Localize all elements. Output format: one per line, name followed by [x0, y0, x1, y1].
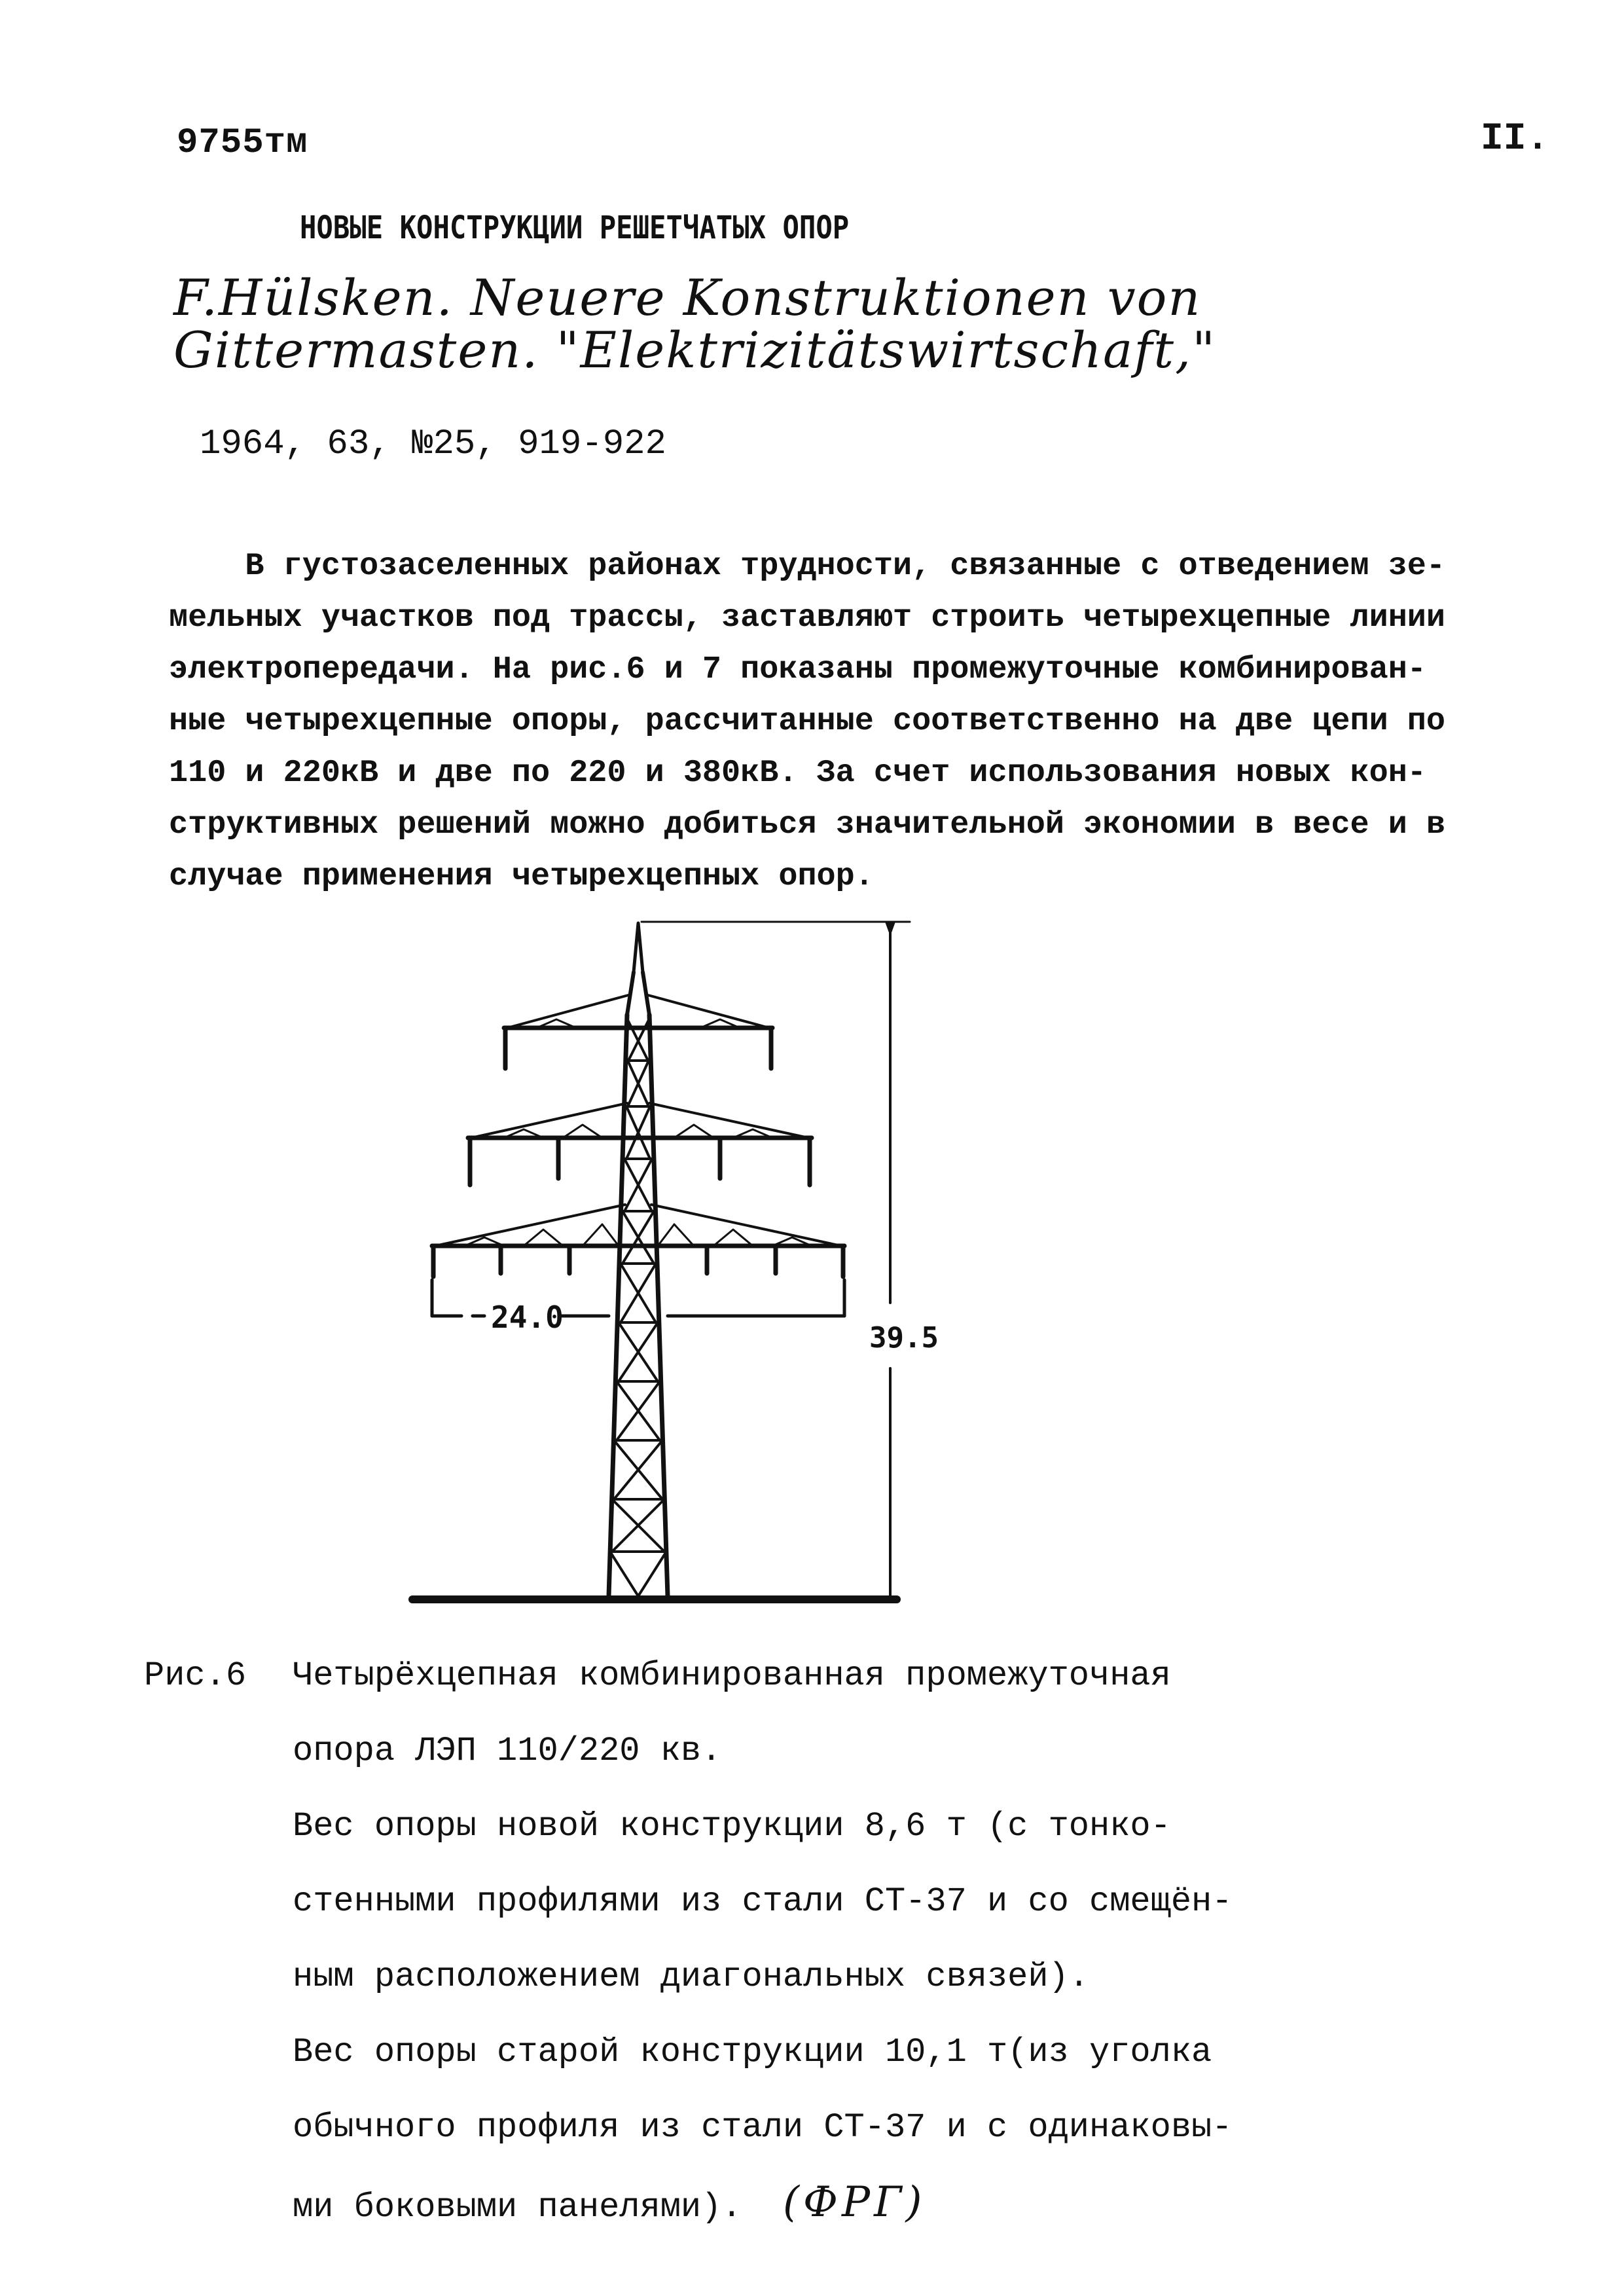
body-paragraph — [169, 540, 1478, 902]
dimension-height-label: 39.5 — [869, 1321, 939, 1355]
caption-line: ным расположением диагональных связей). — [293, 1958, 1089, 1996]
handwritten-source-line-1: F.Hülsken. Neuere Konstruktionen von — [173, 268, 1202, 327]
handwritten-source-line-2: Gittermasten. "Elektrizitätswirtschaft," — [173, 321, 1217, 379]
document-code: 9755тм — [177, 123, 308, 163]
tower-diagram — [393, 897, 1309, 1617]
caption-line: обычного профиля из стали СТ-37 и с одинаковы- — [293, 2108, 1233, 2147]
page-number: II. — [1481, 118, 1549, 160]
figure-label: Рис.6 — [144, 1656, 247, 1695]
tower-mast — [609, 1015, 668, 1596]
figure-caption — [293, 1638, 1232, 2245]
tower-peak — [634, 923, 643, 972]
caption-line: стенными профилями из стали СТ-37 и со смещён- — [293, 1882, 1233, 1921]
body-line: случае применения четырехцепных опор. — [169, 858, 874, 894]
handwritten-origin-note: (ФРГ) — [782, 2178, 926, 2227]
body-line: структивных решений можно добиться значительной экономии в весе и в — [169, 807, 1446, 843]
caption-line: ми боковыми панелями). — [293, 2188, 742, 2227]
body-line: 110 и 220кВ и две по 220 и 380кВ. За счет использования новых кон- — [169, 755, 1426, 791]
body-line: В густозаселенных районах трудности, связанные с отведением зе- — [169, 548, 1446, 584]
cross-arm-middle — [468, 1103, 812, 1185]
caption-line: опора ЛЭП 110/220 кв. — [293, 1732, 722, 1770]
body-line: электропередачи. На рис.6 и 7 показаны промежуточные комбинирован- — [169, 651, 1426, 687]
cross-arm-top — [504, 995, 772, 1068]
cross-arm-bottom — [432, 1205, 844, 1277]
caption-line: Четырёхцепная комбинированная промежуточная — [293, 1656, 1171, 1695]
citation: 1964, 63, №25, 919-922 — [200, 424, 666, 464]
body-line: ные четырехцепные опоры, рассчитанные соответственно на две цепи по — [169, 703, 1446, 739]
caption-line: Вес опоры старой конструкции 10,1 т(из уголка — [293, 2033, 1212, 2071]
dimension-width-label: 24.0 — [491, 1300, 564, 1335]
caption-line: Вес опоры новой конструкции 8,6 т (с тонко- — [293, 1807, 1171, 1846]
article-title: НОВЫЕ КОНСТРУКЦИИ РЕШЕТЧАТЫХ ОПОР — [300, 210, 850, 246]
body-line: мельных участков под трассы, заставляют строить четырехцепные линии — [169, 600, 1446, 636]
